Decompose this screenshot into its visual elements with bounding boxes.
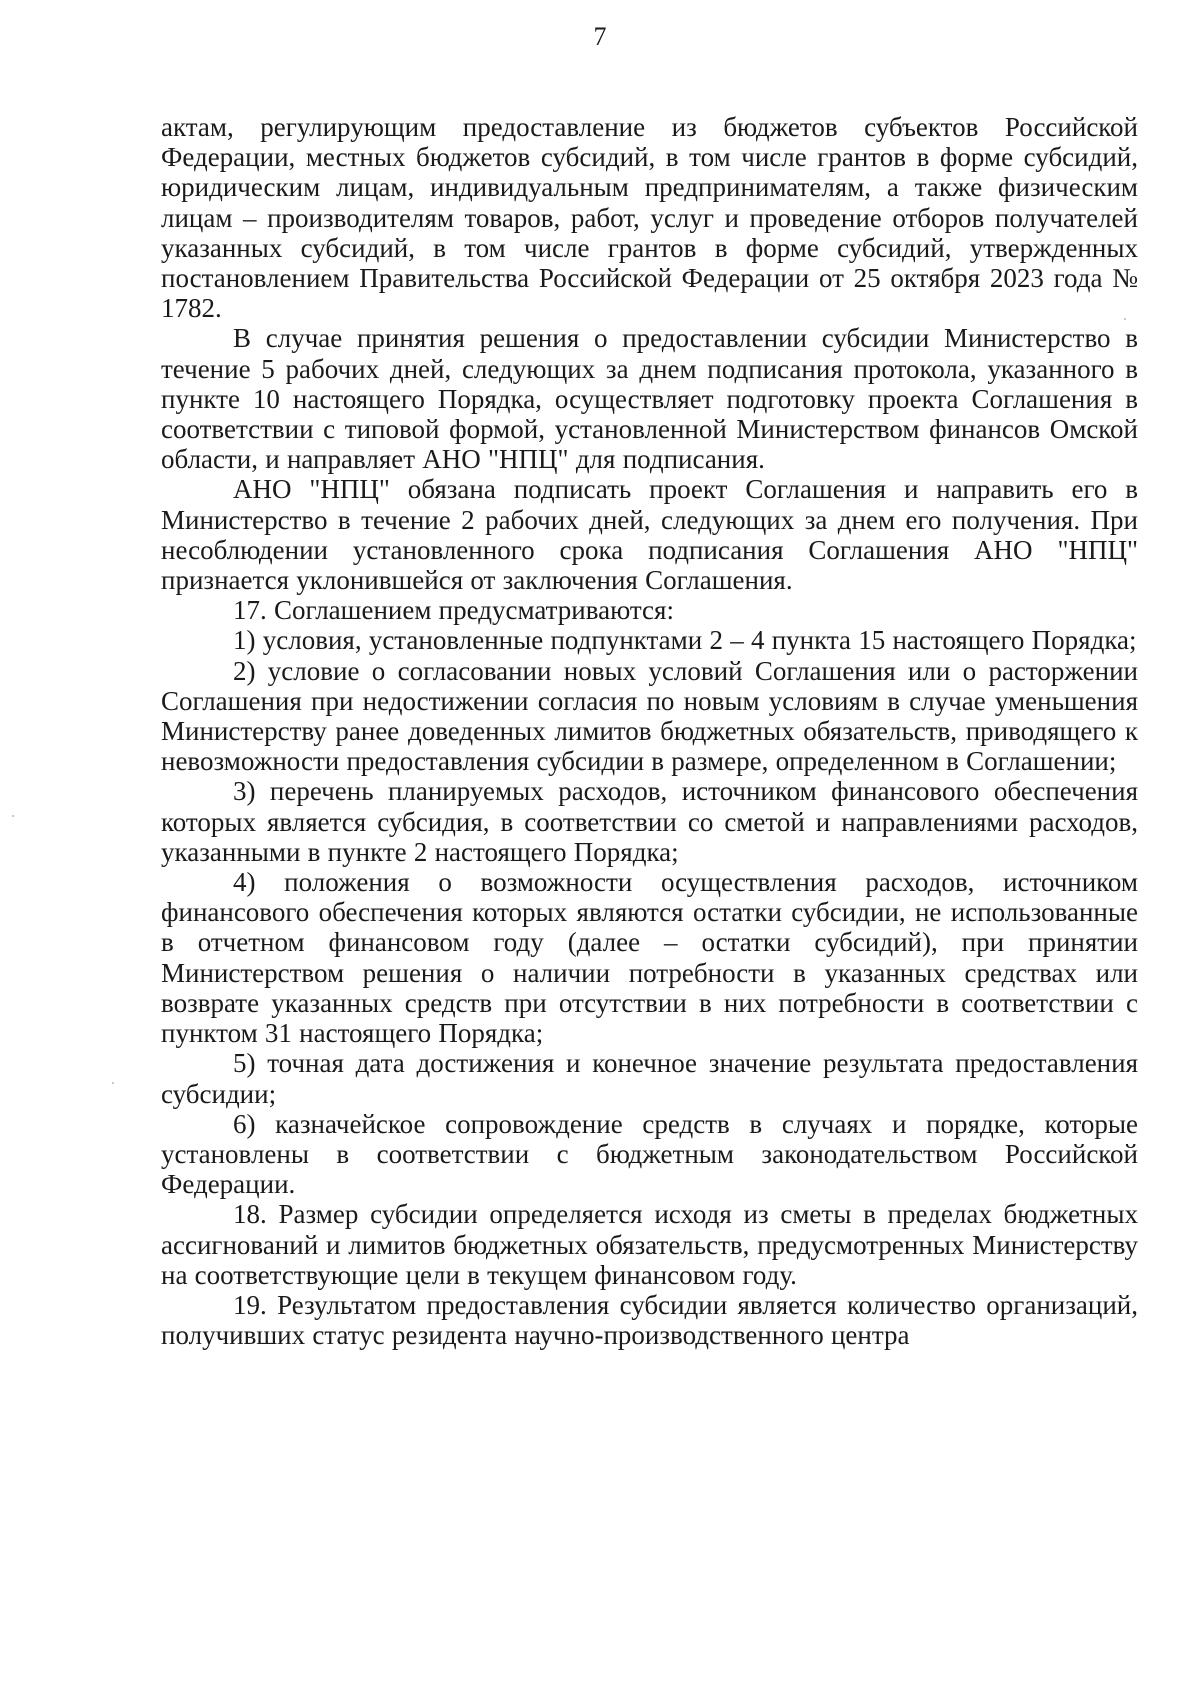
scan-speck [1124,318,1126,320]
document-body [161,112,1138,1350]
paragraph-subitem-6: 6) казначейское сопровождение средств в случаях и порядке, которые установлены в соответствии с бюджетным законодательством Российской Федерации. [161,1108,1138,1200]
page-number: 7 [593,22,607,51]
paragraph-item-17: 17. Соглашением предусматриваются: [233,595,674,626]
paragraph-agreement-preparation: В случае принятия решения о предоставлении субсидии Министерство в течение 5 рабочих дней, следующих за днем подписания протокола, указанного в пункте 10 настоящего Порядка, осуществляет подготовку проекта Соглашения в соответствии с типовой формой, установленной Министерством финансов Омской области, и направляет АНО "НПЦ" для подписания. [161,323,1138,475]
paragraph-subitem-5: 5) точная дата достижения и конечное значение результата предоставления субсидии; [161,1048,1138,1109]
paragraph-item-18: 18. Размер субсидии определяется исходя из сметы в пределах бюджетных ассигнований и лимитов бюджетных обязательств, предусмотренных Министерству на соответствующие цели в текущем финансовом году. [161,1199,1138,1290]
paragraph-continuation: актам, регулирующим предоставление из бюджетов субъектов Российской Федерации, местных бюджетов субсидий, в том числе грантов в форме субсидий, юридическим лицам, индивидуальным предпринимателям, а также физическим лицам – производителям товаров, работ, услуг и проведение отборов получателей указанных субсидий, в том числе грантов в форме субсидий, утвержденных постановлением Правительства Российской Федерации от 25 октября 2023 года № 1782. [161,112,1138,324]
scan-speck [12,815,14,817]
paragraph-agreement-signing: АНО "НПЦ" обязана подписать проект Соглашения и направить его в Министерство в течение 2 рабочих дней, следующих за днем его получения. При несоблюдении установленного срока подписания Соглашения АНО "НПЦ" признается уклонившейся от заключения Соглашения. [161,474,1138,596]
paragraph-subitem-4: 4) положения о возможности осуществления расходов, источником финансового обеспечения которых являются остатки субсидии, не использованные в отчетном финансовом году (далее – остатки субсидий), при принятии Министерством решения о наличии потребности в указанных средствах или возврате указанных средств при отсутствии в них потребности в соответствии с пунктом 31 настоящего Порядка; [161,867,1138,1049]
paragraph-item-19: 19. Результатом предоставления субсидии является количество организаций, получивших статус резидента научно-производственного центра [161,1289,1138,1351]
paragraph-subitem-3: 3) перечень планируемых расходов, источником финансового обеспечения которых является субсидия, в соответствии со сметой и направлениями расходов, указанными в пункте 2 настоящего Порядка; [161,776,1138,867]
scan-speck [112,1082,114,1084]
paragraph-subitem-2: 2) условие о согласовании новых условий Соглашения или о расторжении Соглашения при недостижении согласия по новым условиям в случае уменьшения Министерству ранее доведенных лимитов бюджетных обязательств, приводящего к невозможности предоставления субсидии в размере, определенном в Соглашении; [161,655,1138,777]
paragraph-subitem-1: 1) условия, установленные подпунктами 2 – 4 пункта 15 настоящего Порядка; [233,625,1137,656]
